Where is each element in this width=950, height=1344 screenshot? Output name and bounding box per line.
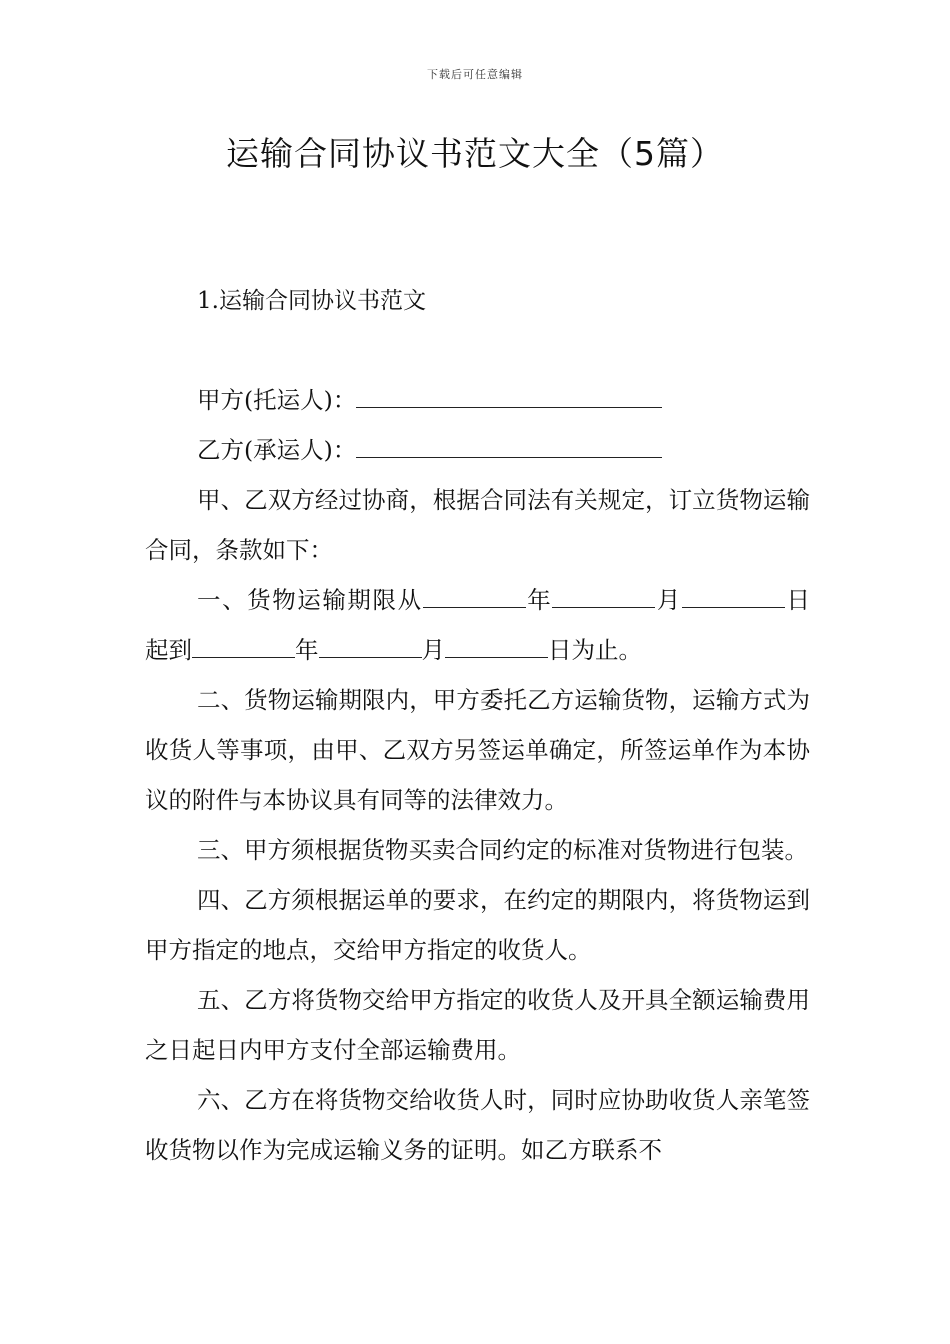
clause-1 [145,575,810,675]
start-year-blank [423,587,526,608]
section-heading: 1.运输合同协议书范文 [197,288,426,314]
day-start-label: 日起到 [145,586,811,664]
party-b-blank [356,437,662,458]
clause-4: 四、乙方须根据运单的要求，在约定的期限内，将货物运到甲方指定的地点，交给甲方指定的收货人。 [145,886,810,964]
clause-3: 三、甲方须根据货物买卖合同约定的标准对货物进行包装。 [197,836,808,864]
document-title: 运输合同协议书范文大全（5篇） [226,134,724,173]
year-label: 年 [295,636,319,664]
header-note: 下载后可任意编辑 [427,68,523,81]
clause-2: 二、货物运输期限内，甲方委托乙方运输货物，运输方式为收货人等事项，由甲、乙双方另签运单确定，所签运单作为本协议的附件与本协议具有同等的法律效力。 [145,686,810,814]
contract-body [145,375,810,1175]
month-label: 月 [421,636,445,664]
start-day-blank [682,587,785,608]
party-a-label: 甲方(托运人)： [197,386,357,414]
month-label: 月 [655,586,682,614]
start-month-blank [552,587,655,608]
party-a-blank [356,387,662,408]
intro-paragraph: 甲、乙双方经过协商，根据合同法有关规定，订立货物运输合同，条款如下： [145,486,810,564]
party-a-line [145,375,810,425]
end-year-blank [192,637,295,658]
year-label: 年 [525,586,553,614]
day-end-label: 日为止。 [548,636,642,664]
end-month-blank [319,637,422,658]
party-b-label: 乙方(承运人)： [197,436,357,464]
end-day-blank [445,637,548,658]
clause-1-text-start: 一、货物运输期限从 [197,586,423,614]
clause-5: 五、乙方将货物交给甲方指定的收货人及开具全额运输费用之日起日内甲方支付全部运输费用。 [145,986,810,1064]
clause-6: 六、乙方在将货物交给收货人时，同时应协助收货人亲笔签收货物以作为完成运输义务的证明。如乙方联系不 [145,1086,810,1164]
party-b-line [145,425,810,475]
